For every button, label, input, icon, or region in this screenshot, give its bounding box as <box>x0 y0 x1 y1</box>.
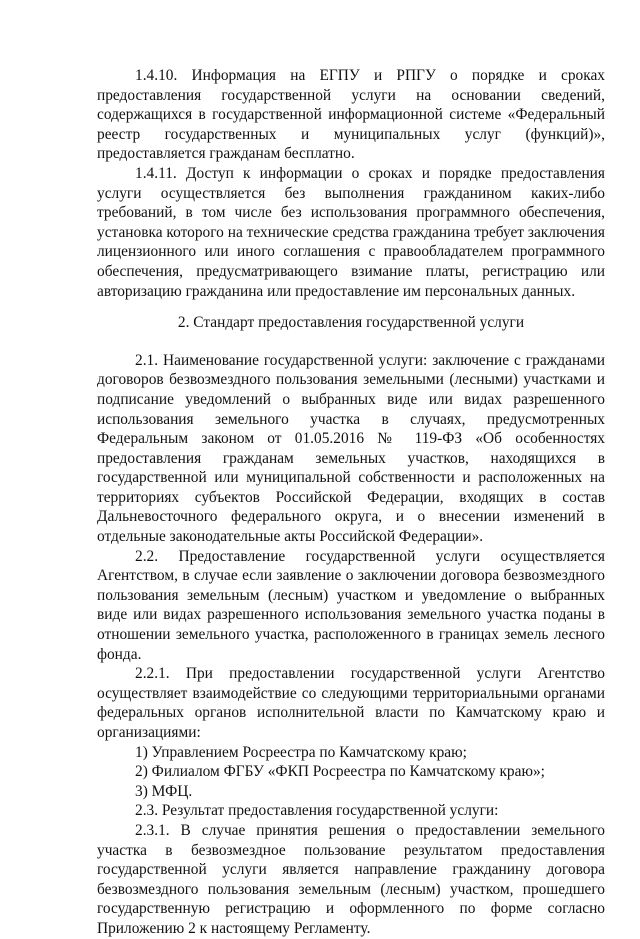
paragraph-1-4-10: 1.4.10. Информация на ЕГПУ и РПГУ о порядке и сроках предоставления государственной услуги на основании сведений, содержащихся в государственной информационной системе «Федеральный реестр государственных и муниципальных услуг (функций)», предоставляется гражданам бесплатно. <box>97 67 605 163</box>
paragraph-2-3-1: 2.3.1. В случае принятия решения о предоставлении земельного участка в безвозмездное пользование результатом предоставления государственной услуги является направление гражданину договора безвозмездного пользования земельным (лесным) участком, прошедшего государственную регистрацию и оформленного по форме согласно Приложению 2 к настоящему Регламенту. <box>97 821 605 937</box>
list-item-1: 1) Управлением Росреестра по Камчатскому краю; <box>135 743 467 761</box>
paragraph-2-2: 2.2. Предоставление государственной услуги осуществляется Агентством, в случае если заявление о заключении договора безвозмездного пользования земельным (лесным) участком и уведомление о выбранных виде или видах разрешенного использования земельного участка поданы в отношении земельного участка, расположенного в границах земель лесного фонда. <box>97 547 605 663</box>
document-page <box>97 66 605 939</box>
paragraph-2-3: 2.3. Результат предоставления государственной услуги: <box>135 802 499 820</box>
list-item-3: 3) МФЦ. <box>135 782 193 800</box>
list-item-2: 2) Филиалом ФГБУ «ФКП Росреестра по Камчатскому краю»; <box>135 763 545 781</box>
paragraph-2-2-1: 2.2.1. При предоставлении государственной услуги Агентство осуществляет взаимодействие со следующими территориальными органами федеральных органов исполнительной власти по Камчатскому краю и организациями: <box>97 665 605 741</box>
section-heading: 2. Стандарт предоставления государственной услуги <box>177 314 525 332</box>
paragraph-1-4-11: 1.4.11. Доступ к информации о сроках и порядке предоставления услуги осуществляется без выполнения гражданином каких-либо требований, в том числе без использования программного обеспечения, установка которого на технические средства гражданина требует заключения лицензионного или иного соглашения с правообладателем программного обеспечения, предусматривающего взимание платы, регистрацию или авторизацию гражданина или предоставление им персональных данных. <box>97 164 605 300</box>
paragraph-2-1: 2.1. Наименование государственной услуги: заключение с гражданами договоров безвозмездного пользования земельными (лесными) участками и подписание уведомлений о выбранных виде или видах разрешенного использования земельного участка в случаях, предусмотренных Федеральным законом от 01.05.2016 № 119-ФЗ «Об особенностях предоставления гражданам земельных участков, находящихся в государственной или муниципальной собственности и расположенных на территориях субъектов Российской Федерации, входящих в состав Дальневосточного федерального округа, и о внесении изменений в отдельные законодательные акты Российской Федерации». <box>97 351 605 546</box>
